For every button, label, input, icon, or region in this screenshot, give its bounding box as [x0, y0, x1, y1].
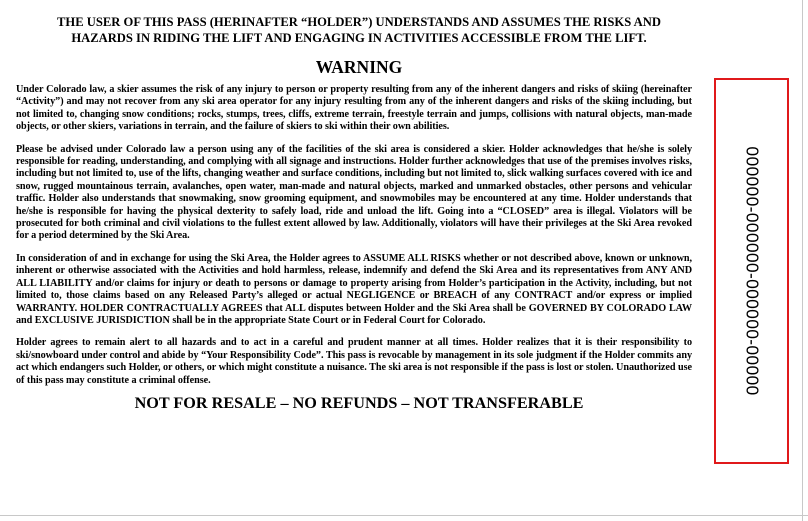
pass-header-line-1: THE USER OF THIS PASS (HERINAFTER “HOLDER”) UNDERSTANDS AND ASSUMES THE RISKS AND [57, 15, 661, 29]
pass-terms-content [16, 14, 692, 413]
paragraph-assumption-of-risk: In consideration of and in exchange for using the Ski Area, the Holder agrees to ASSUME ALL RISKS whether or not described above, known or unknown, inherent or otherwise associated with the Activities and hold harmless, release, indemnify and defend the Ski Area and its representatives from ANY AND ALL LIABILITY and/or claims for injury or death to persons or damage to property arising from Holder’s participation in the Activity, including, but not limited to, those claims based on any Released Party’s alleged or actual NEGLIGENCE or BREACH of any CONTRACT and/or express or implied WARRANTY. HOLDER CONTRACTUALLY AGREES that ALL disputes between Holder and the Ski Area shall be GOVERNED BY COLORADO LAW and EXCLUSIVE JURISDICTION shall be in the appropriate State Court or in Federal Court for Colorado. [16, 252, 692, 326]
warning-title: WARNING [315, 57, 403, 77]
footer-notice: NOT FOR RESALE – NO REFUNDS – NOT TRANSFERABLE [134, 393, 584, 412]
paragraph-skier-responsibility: Please be advised under Colorado law a person using any of the facilities of the ski area is considered a skier. Holder acknowledges that he/she is solely responsible for reading, understanding, and complying with all signage and instructions. Holder further acknowledges that use of the premises involves risks, including but not limited to, use of the lifts, changing weather and surface conditions, including but not limited to, slick walking surfaces covered with ice and snow, rugged mountainous terrain, avalanches, open water, man-made and natural objects, marked and unmarked obstacles, other persons and vehicular traffic. Holder also understands that snowmaking, snow grooming equipment, and snowmobiles may be encountered at any time. Holder understands that he/she is responsible for having the physical dexterity to safely load, ride and unload the lift. Going into a “CLOSED” area is illegal. Violators will be prosecuted for both criminal and civil violations to the fullest extent allowed by law. Additionally, violators will have their privileges at the Ski Area revoked for a period determined by the Ski Area. [16, 143, 692, 242]
paragraph-inherent-risks: Under Colorado law, a skier assumes the risk of any injury to person or property resulting from any of the inherent dangers and risks of skiing (hereinafter “Activity”) and may not recover from any ski area operator for any injury resulting from any of the inherent dangers and risks of the skiing including, but not limited to, changing snow conditions; rocks, stumps, trees, cliffs, extreme terrain, freestyle terrain and jumps, collisions with natural objects, man-made objects, or other skiers, variations in terrain, and the failure of skiers to ski within their own abilities. [16, 84, 692, 133]
serial-number-box [714, 78, 789, 464]
serial-number: 000000-000000-000000-00000 [742, 146, 762, 396]
page-edge-bottom [0, 515, 808, 516]
pass-header [16, 14, 692, 46]
page-edge-right [802, 0, 803, 521]
paragraph-holder-conduct: Holder agrees to remain alert to all hazards and to act in a careful and prudent manner at all times. Holder realizes that it is their responsibility to ski/snowboard under control and abide by “Your Responsibility Code”. This pass is revocable by management in its sole judgment if the Holder commits any act which endangers such Holder, or others, or which might constitute a nuisance. The ski area is not responsible if the pass is lost or stolen. Unauthorized use of this pass may constitute a criminal offense. [16, 337, 692, 386]
pass-header-line-2: HAZARDS IN RIDING THE LIFT AND ENGAGING IN ACTIVITIES ACCESSIBLE FROM THE LIFT. [71, 31, 647, 45]
